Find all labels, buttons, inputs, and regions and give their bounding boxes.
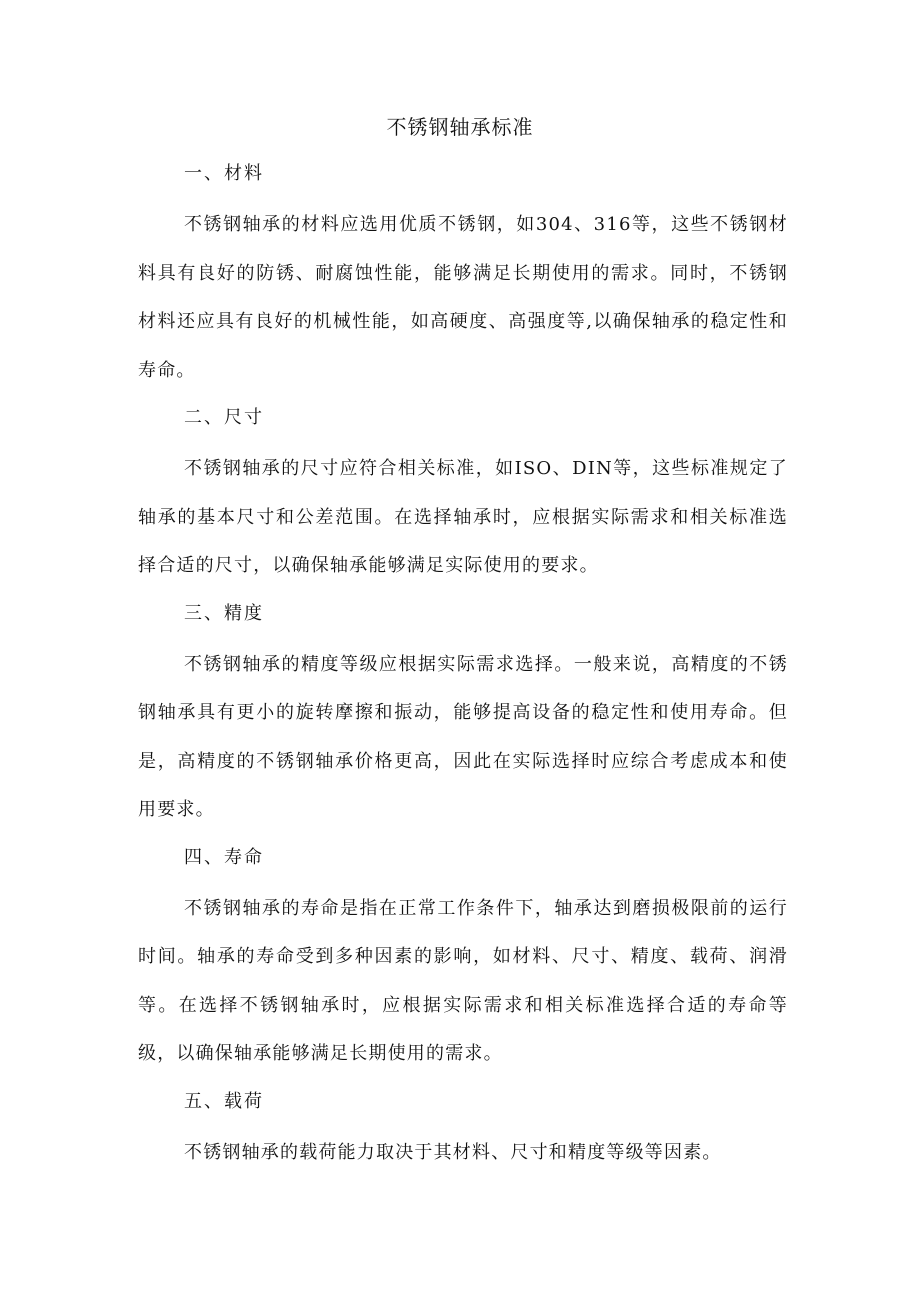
- section-paragraph-precision: 不锈钢轴承的精度等级应根据实际需求选择。一般来说，高精度的不锈钢轴承具有更小的旋转摩擦和振动，能够提高设备的稳定性和使用寿命。但是，高精度的不锈钢轴承价格更高，因此在实际选择时应综合考虑成本和使用要求。: [138, 653, 788, 820]
- section-heading-materials: 一、材料: [184, 163, 264, 184]
- section-paragraph-materials: 不锈钢轴承的材料应选用优质不锈钢，如304、316等，这些不锈钢材料具有良好的防锈、耐腐蚀性能，能够满足长期使用的需求。同时，不锈钢材料还应具有良好的机械性能，如高硬度、高强度等,以确保轴承的稳定性和寿命。: [138, 214, 788, 381]
- section-heading-lifespan: 四、寿命: [184, 846, 264, 868]
- section-paragraph-load: 不锈钢轴承的载荷能力取决于其材料、尺寸和精度等级等因素。: [184, 1141, 722, 1163]
- document-title: 不锈钢轴承标准: [386, 115, 534, 139]
- section-heading-dimensions: 二、尺寸: [184, 407, 264, 428]
- section-paragraph-dimensions: 不锈钢轴承的尺寸应符合相关标准，如ISO、DIN等，这些标准规定了轴承的基本尺寸和公差范围。在选择轴承时，应根据实际需求和相关标准选择合适的尺寸，以确保轴承能够满足实际使用的要求。: [138, 458, 788, 576]
- document-body: [138, 157, 788, 1177]
- section-heading-load: 五、载荷: [184, 1090, 264, 1112]
- section-heading-precision: 三、精度: [184, 602, 264, 624]
- section-paragraph-lifespan: 不锈钢轴承的寿命是指在正常工作条件下，轴承达到磨损极限前的运行时间。轴承的寿命受到多种因素的影响，如材料、尺寸、精度、载荷、润滑等。在选择不锈钢轴承时，应根据实际需求和相关标准选择合适的寿命等级，以确保轴承能够满足长期使用的需求。: [138, 897, 788, 1064]
